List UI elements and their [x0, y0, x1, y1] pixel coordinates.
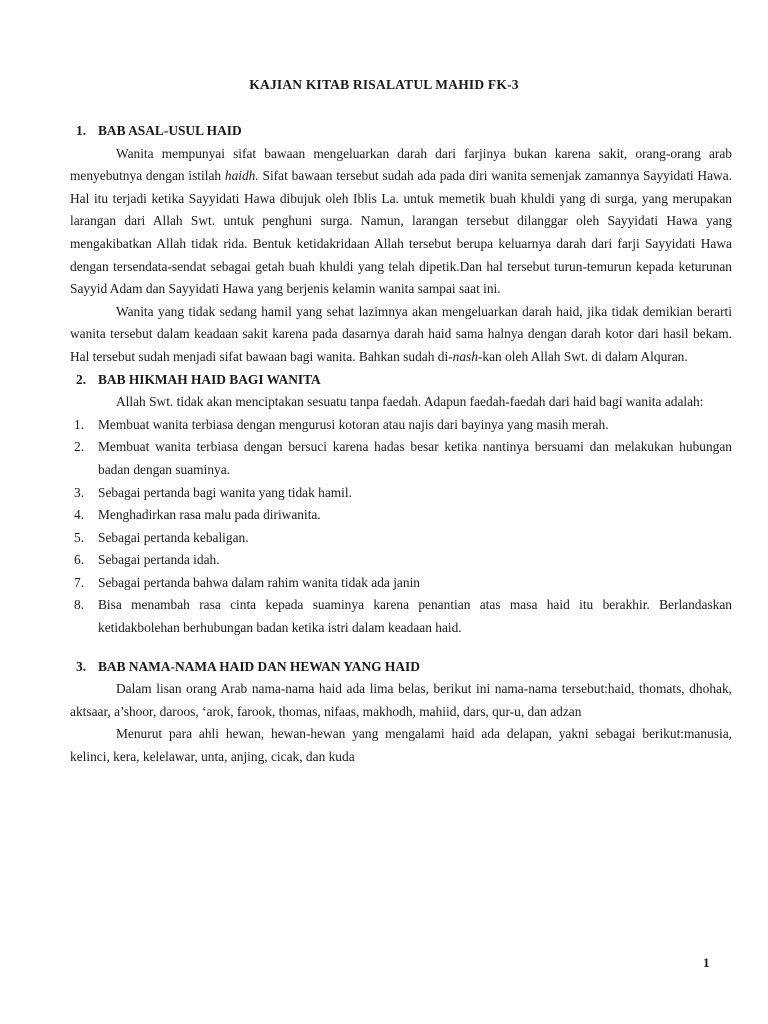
section-heading-nama-nama [70, 656, 732, 679]
paragraph-text: -kan oleh Allah Swt. di dalam Alquran. [477, 348, 688, 364]
paragraph-text: Sifat bawaan tersebut sudah ada pada diri wanita semenjak zamannya Sayyidati Hawa. Hal itu terjadi ketika Sayyidati Hawa dibujuk oleh Iblis La. untuk memetik buah khuldi yang di surga, yang merupakan larangan dari Allah Swt. untuk penghuni surga. Namun, larangan tersebut dilanggar oleh Sayyidati Hawa yang mengakibatkan Allah tidak rida. Bentuk ketidakridaan Allah tersebut berupa keluarnya darah dari farji Sayyidati Hawa dengan tersendata-sendat sebagai getah buah khuldi yang telah dipetik.Dan hal tersebut turun-temurun kepada keturunan Sayyid Adam dan Sayyidati Hawa yang berjenis kelamin wanita sampai saat ini. [70, 168, 732, 297]
list-item-text: Bisa menambah rasa cinta kepada suaminya karena penantian atas masa haid itu berakhir. Berlandaskan ketidakbolehan berhubungan badan ketika istri dalam keadaan haid. [98, 597, 732, 636]
section-heading-text: BAB HIKMAH HAID BAGI WANITA [98, 371, 321, 387]
list-item-text: Sebagai pertanda kebaligan. [98, 529, 249, 545]
list-item-text: Sebagai pertanda bagi wanita yang tidak hamil. [98, 484, 352, 500]
section-heading-text: BAB ASAL-USUL HAID [98, 123, 242, 138]
list-number: 8. [74, 597, 85, 613]
paragraph-text: Dalam lisan orang Arab nama-nama haid ada lima belas, berikut ini nama-nama tersebut:haid, thomats, dhohak, aktsaar, a’shoor, daroos, ‘arok, farook, thomas, nifaas, makhodh, mahiid, dars, qur-u, dan adzan [70, 681, 732, 719]
list-item [70, 436, 732, 481]
list-item [70, 594, 732, 639]
list-item [70, 482, 732, 505]
list-item [70, 527, 732, 550]
list-number: 3. [74, 484, 85, 500]
section-heading-asal-usul [70, 120, 732, 143]
list-number: 5. [74, 529, 85, 545]
spacer [70, 640, 732, 656]
list-item [70, 572, 732, 595]
paragraph-text: Allah Swt. tidak akan menciptakan sesuatu tanpa faedah. Adapun faedah-faedah dari haid bagi wanita adalah: [116, 394, 704, 410]
list-number: 1. [74, 416, 85, 432]
paragraph [70, 391, 732, 414]
document-body [70, 120, 732, 769]
hikmah-list [70, 414, 732, 640]
paragraph [70, 678, 732, 723]
section-heading-text: BAB NAMA-NAMA HAID DAN HEWAN YANG HAID [98, 658, 420, 674]
italic-term: nash [452, 348, 478, 364]
list-number: 2. [74, 439, 85, 455]
list-item-text: Menghadirkan rasa malu pada diriwanita. [98, 507, 321, 523]
document-title: KAJIAN KITAB RISALATUL MAHID FK-3 [249, 77, 519, 92]
list-item-text: Membuat wanita terbiasa dengan bersuci karena hadas besar ketika nantinya bersuami dan melakukan hubungan badan dengan suaminya. [98, 439, 732, 477]
list-number: 7. [74, 574, 85, 590]
list-item-text: Sebagai pertanda bahwa dalam rahim wanita tidak ada janin [98, 574, 420, 590]
paragraph-text: Wanita mempunyai sifat bawaan mengeluarkan darah dari farjinya bukan karena sakit, orang-orang arab menyebutnya dengan istilah [70, 145, 732, 184]
section-number: 3. [76, 658, 87, 674]
list-item [70, 549, 732, 572]
list-item [70, 414, 732, 437]
list-item-text: Sebagai pertanda idah. [98, 552, 220, 568]
list-number: 6. [74, 552, 85, 568]
paragraph [70, 723, 732, 768]
list-number: 4. [74, 507, 85, 523]
list-item-text: Membuat wanita terbiasa dengan mengurusi kotoran atau najis dari bayinya yang masih merah. [98, 416, 609, 432]
paragraph-text: Menurut para ahli hewan, hewan-hewan yang mengalami haid ada delapan, yakni sebagai berikut:manusia, kelinci, kera, kelelawar, unta, anjing, cicak, dan kuda [70, 726, 732, 765]
section-number: 2. [76, 371, 87, 387]
paragraph [70, 301, 732, 369]
list-item [70, 504, 732, 527]
italic-term: haidh. [224, 168, 259, 184]
paragraph [70, 143, 732, 301]
section-heading-hikmah [70, 369, 732, 392]
paragraph-text: Wanita yang tidak sedang hamil yang sehat lazimnya akan mengeluarkan darah haid, jika tidak demikian berarti wanita tersebut dalam keadaan sakit karena pada dasarnya darah haid sama halnya dengan darah kotor dari hasil bekam. Hal tersebut sudah menjadi sifat bawaan bagi wanita. Bahkan sudah di- [70, 303, 732, 364]
section-number: 1. [76, 123, 87, 138]
page-number: 1 [703, 955, 710, 970]
